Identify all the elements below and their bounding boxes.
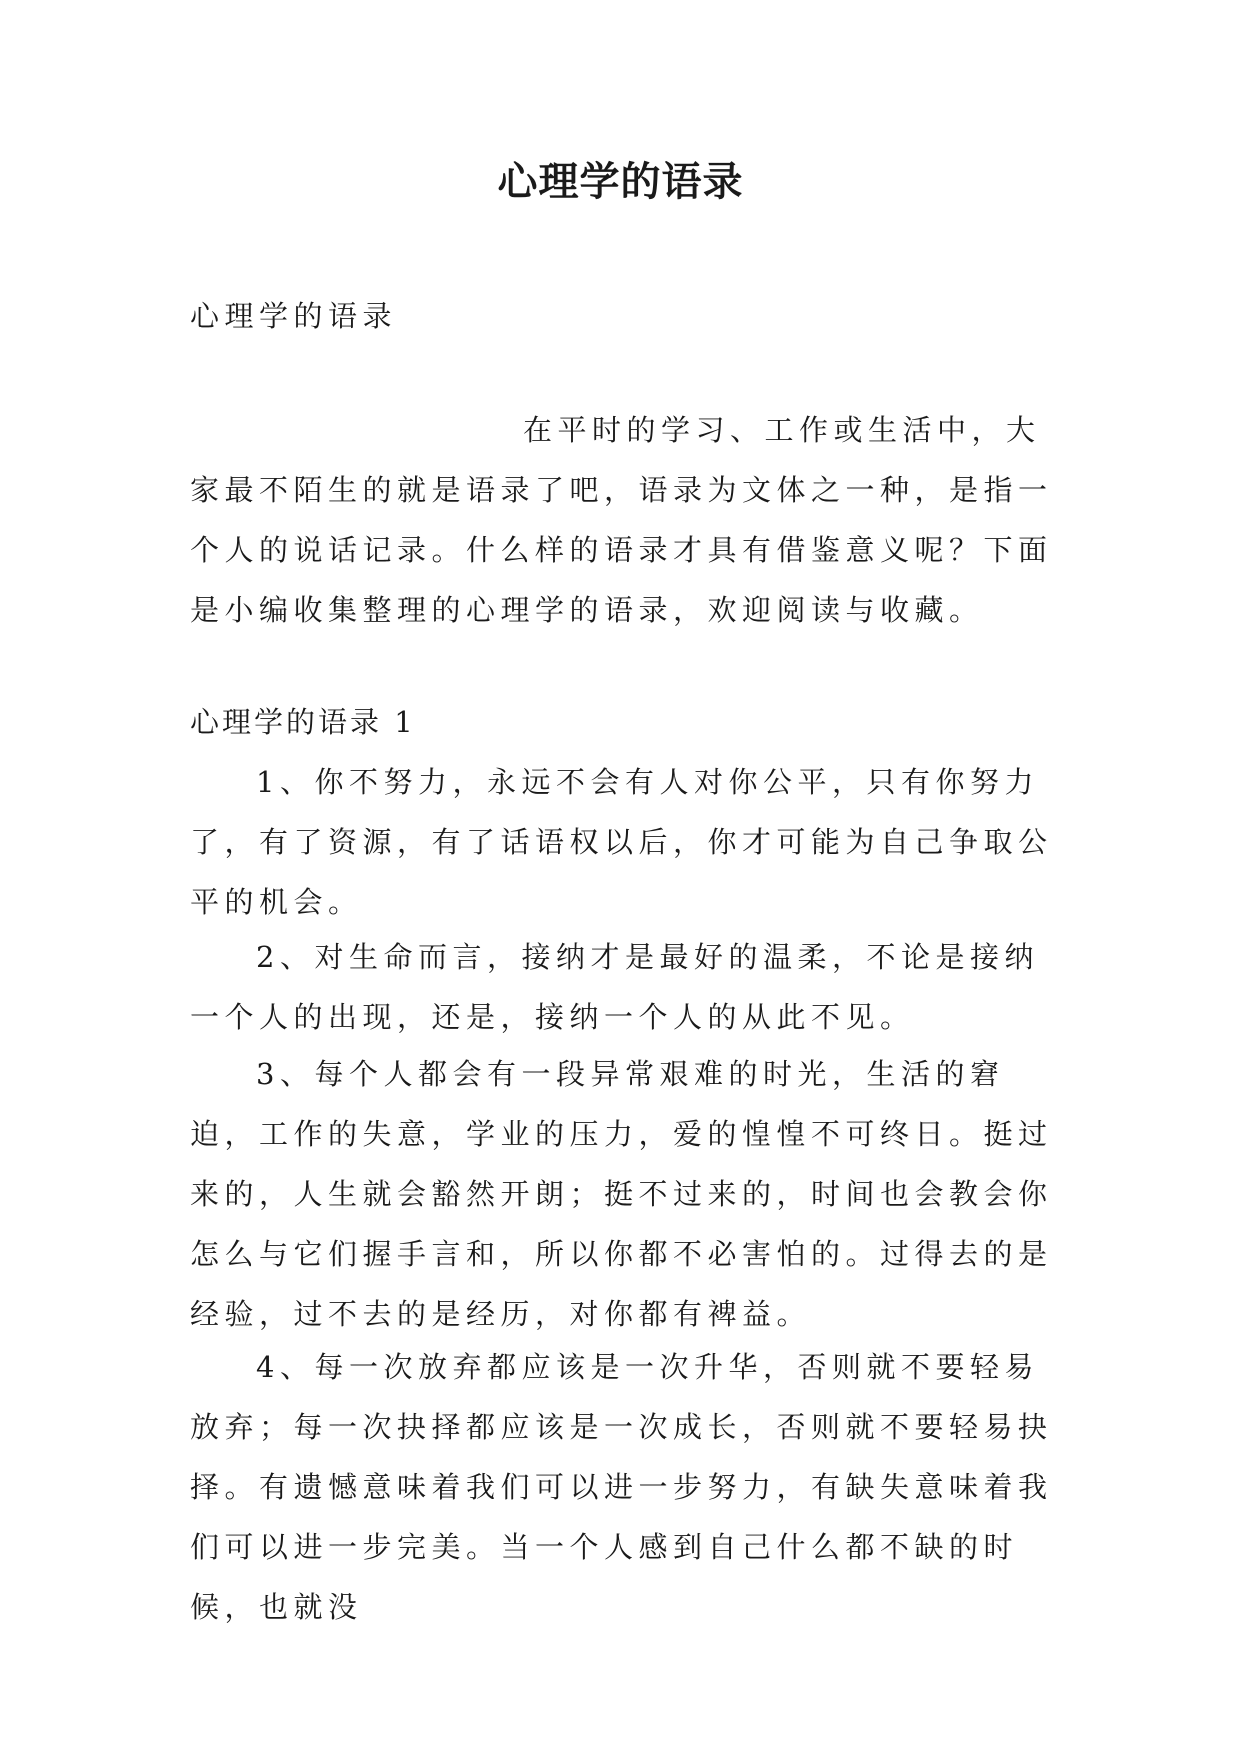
section-heading: 心理学的语录 1: [190, 705, 416, 739]
intro-paragraph: 在平时的学习、工作或生活中，大家最不陌生的就是语录了吧，语录为文体之一种，是指一个人的说话记录。什么样的语录才具有借鉴意义呢？下面是小编收集整理的心理学的语录，欢迎阅读与收藏。: [190, 413, 1053, 627]
quote-paragraph-3: 3、每个人都会有一段异常艰难的时光，生活的窘迫，工作的失意，学业的压力，爱的惶惶不可终日。挺过来的，人生就会豁然开朗；挺不过来的，时间也会教会你怎么与它们握手言和，所以你都不必害怕的。过得去的是经验，过不去的是经历，对你都有裨益。: [190, 1057, 1053, 1331]
document-title: 心理学的语录: [497, 159, 744, 205]
document-subtitle: 心理学的语录: [190, 299, 398, 333]
quote-paragraph-2: 2、对生命而言，接纳才是最好的温柔，不论是接纳一个人的出现，还是，接纳一个人的从此不见。: [190, 940, 1039, 1034]
quote-paragraph-1: 1、你不努力，永远不会有人对你公平，只有你努力了，有了资源，有了话语权以后，你才可能为自己争取公平的机会。: [190, 765, 1053, 919]
quote-paragraph-4: 4、每一次放弃都应该是一次升华，否则就不要轻易放弃；每一次抉择都应该是一次成长，否则就不要轻易抉择。有遗憾意味着我们可以进一步努力，有缺失意味着我们可以进一步完美。当一个人感到自己什么都不缺的时候，也就没: [190, 1350, 1053, 1624]
